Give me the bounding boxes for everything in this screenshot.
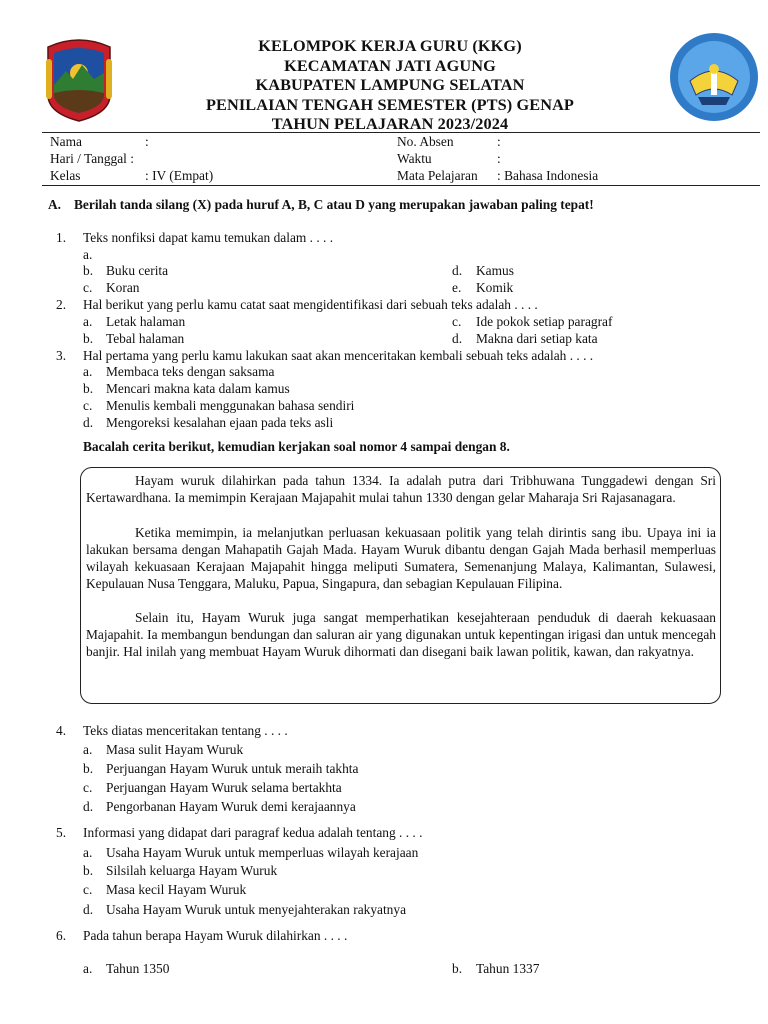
- mapel-value: : Bahasa Indonesia: [497, 168, 599, 183]
- q1-option-e-letter: e.: [452, 280, 462, 295]
- q6-text: Pada tahun berapa Hayam Wuruk dilahirkan . . . .: [83, 928, 348, 943]
- q4-option-c[interactable]: Perjuangan Hayam Wuruk selama bertakhta: [106, 780, 342, 795]
- q5-text: Informasi yang didapat dari paragraf kedua adalah tentang . . . .: [83, 825, 423, 840]
- q3-option-d[interactable]: Mengoreksi kesalahan ejaan pada teks asli: [106, 415, 334, 430]
- q2-option-a-letter: a.: [83, 314, 93, 329]
- story-paragraph-2: Ketika memimpin, ia melanjutkan perluasan kekuasaan politik yang telah dirintis sang ibu. Upaya ini ia lakukan bersama dengan Mahapatih Gajah Mada. Hayam Wuruk dibantu dengan Gajah Mada berhasil memperluas wilayah kekuasaan Kerajaan Majapahit hingga meliputi Sumatera, Semenanjung Malaya, Kalimantan, Sulawesi, Kepulauan Nusa Tenggara, Maluku, Papua, Singapura, dan sebagian Kepulauan Filipina.: [86, 525, 716, 591]
- q3-text: Hal pertama yang perlu kamu lakukan saat akan menceritakan kembali sebuah teks adalah . . . .: [83, 348, 594, 363]
- lampung-selatan-logo: [40, 33, 118, 123]
- q2-option-d-letter: d.: [452, 331, 463, 346]
- q2-option-d[interactable]: Makna dari setiap kata: [476, 331, 598, 346]
- q4-option-b-letter: b.: [83, 761, 94, 776]
- q4-option-a-letter: a.: [83, 742, 93, 757]
- q2-option-c[interactable]: Ide pokok setiap paragraf: [476, 314, 613, 329]
- q1-option-b-letter: b.: [83, 263, 94, 278]
- q5-option-a-letter: a.: [83, 845, 93, 860]
- q5-option-c[interactable]: Masa kecil Hayam Wuruk: [106, 882, 247, 897]
- q1-number: 1.: [56, 230, 67, 245]
- q3-number: 3.: [56, 348, 67, 363]
- nama-field[interactable]: :: [145, 134, 149, 149]
- nama-label: Nama: [50, 134, 82, 149]
- q2-option-b-letter: b.: [83, 331, 94, 346]
- story-paragraph-3: Selain itu, Hayam Wuruk juga sangat memperhatikan kesejahteraan penduduk di daerah kekuasaan Majapahit. Ia membangun bendungan dan saluran air yang digunakan untuk kepentingan irigasi dan untuk mencegah banjir. Hal inilah yang membuat Hayam Wuruk dihormati dan disegani baik lawan politik, kawan, dan rakyatnya.: [86, 610, 716, 659]
- q5-number: 5.: [56, 825, 67, 840]
- q4-option-a[interactable]: Masa sulit Hayam Wuruk: [106, 742, 244, 757]
- q4-option-c-letter: c.: [83, 780, 93, 795]
- q4-option-d-letter: d.: [83, 799, 94, 814]
- q4-number: 4.: [56, 723, 67, 738]
- document-header: [130, 36, 650, 134]
- q6-option-b-letter: b.: [452, 961, 463, 976]
- q4-text: Teks diatas menceritakan tentang . . . .: [83, 723, 288, 738]
- q3-option-c[interactable]: Menulis kembali menggunakan bahasa sendiri: [106, 398, 355, 413]
- q6-number: 6.: [56, 928, 67, 943]
- header-line-4: PENILAIAN TENGAH SEMESTER (PTS) GENAP: [206, 94, 574, 114]
- waktu-field[interactable]: :: [497, 151, 501, 166]
- q1-option-d[interactable]: Kamus: [476, 263, 514, 278]
- header-line-2: KECAMATAN JATI AGUNG: [284, 55, 496, 75]
- q6-option-b[interactable]: Tahun 1337: [476, 961, 540, 976]
- q5-option-d-letter: d.: [83, 902, 94, 917]
- q1-text: Teks nonfiksi dapat kamu temukan dalam . . . .: [83, 230, 334, 245]
- q1-option-c[interactable]: Koran: [106, 280, 140, 295]
- waktu-label: Waktu: [397, 151, 432, 166]
- q5-option-d[interactable]: Usaha Hayam Wuruk untuk menyejahterakan rakyatnya: [106, 902, 407, 917]
- kelas-label: Kelas: [50, 168, 81, 183]
- header-line-3: KABUPATEN LAMPUNG SELATAN: [255, 75, 525, 94]
- q5-option-b[interactable]: Silsilah keluarga Hayam Wuruk: [106, 863, 278, 878]
- q1-option-a[interactable]: a.: [83, 247, 93, 262]
- q3-option-b[interactable]: Mencari makna kata dalam kamus: [106, 381, 290, 396]
- header-line-5: TAHUN PELAJARAN 2023/2024: [271, 114, 509, 133]
- header-divider: [42, 132, 760, 133]
- q2-option-c-letter: c.: [452, 314, 462, 329]
- q4-option-b[interactable]: Perjuangan Hayam Wuruk untuk meraih takhta: [106, 761, 359, 776]
- absen-field[interactable]: :: [497, 134, 501, 149]
- q6-option-a[interactable]: Tahun 1350: [106, 961, 170, 976]
- hari-tanggal-field[interactable]: Hari / Tanggal :: [50, 151, 134, 166]
- q3-option-a[interactable]: Membaca teks dengan saksama: [106, 364, 275, 379]
- q5-option-c-letter: c.: [83, 882, 93, 897]
- q2-number: 2.: [56, 297, 67, 312]
- q1-option-e[interactable]: Komik: [476, 280, 514, 295]
- q1-option-c-letter: c.: [83, 280, 93, 295]
- mapel-label: Mata Pelajaran: [397, 168, 478, 183]
- header-line-1: KELOMPOK KERJA GURU (KKG): [258, 36, 522, 55]
- q2-option-a[interactable]: Letak halaman: [106, 314, 186, 329]
- story-box: [80, 467, 721, 704]
- q5-option-b-letter: b.: [83, 863, 94, 878]
- q1-option-b[interactable]: Buku cerita: [106, 263, 169, 278]
- q2-text: Hal berikut yang perlu kamu catat saat mengidentifikasi dari sebuah teks adalah . . . .: [83, 297, 538, 312]
- kelas-value: : IV (Empat): [145, 168, 214, 183]
- section-a-letter: A.: [48, 197, 62, 212]
- q3-option-b-letter: b.: [83, 381, 94, 396]
- q3-option-a-letter: a.: [83, 364, 93, 379]
- story-paragraph-1: Hayam wuruk dilahirkan pada tahun 1334. Ia adalah putra dari Tribhuwana Tunggadewi dengan Sri Kertawardhana. Ia memimpin Kerajaan Majapahit mulai tahun 1330 dengan gelar Maharaja Sri Rajasanagara.: [86, 473, 716, 505]
- absen-label: No. Absen: [397, 134, 454, 149]
- section-a-instruction: Berilah tanda silang (X) pada huruf A, B, C atau D yang merupakan jawaban paling tepat!: [74, 197, 594, 212]
- tut-wuri-handayani-logo: [668, 31, 760, 123]
- q2-option-b[interactable]: Tebal halaman: [106, 331, 185, 346]
- q5-option-a[interactable]: Usaha Hayam Wuruk untuk memperluas wilayah kerajaan: [106, 845, 419, 860]
- q3-option-d-letter: d.: [83, 415, 94, 430]
- q6-option-a-letter: a.: [83, 961, 93, 976]
- q4-option-d[interactable]: Pengorbanan Hayam Wuruk demi kerajaannya: [106, 799, 356, 814]
- q3-option-c-letter: c.: [83, 398, 93, 413]
- identity-divider: [42, 185, 760, 186]
- q1-option-d-letter: d.: [452, 263, 463, 278]
- story-instruction: Bacalah cerita berikut, kemudian kerjakan soal nomor 4 sampai dengan 8.: [83, 439, 510, 454]
